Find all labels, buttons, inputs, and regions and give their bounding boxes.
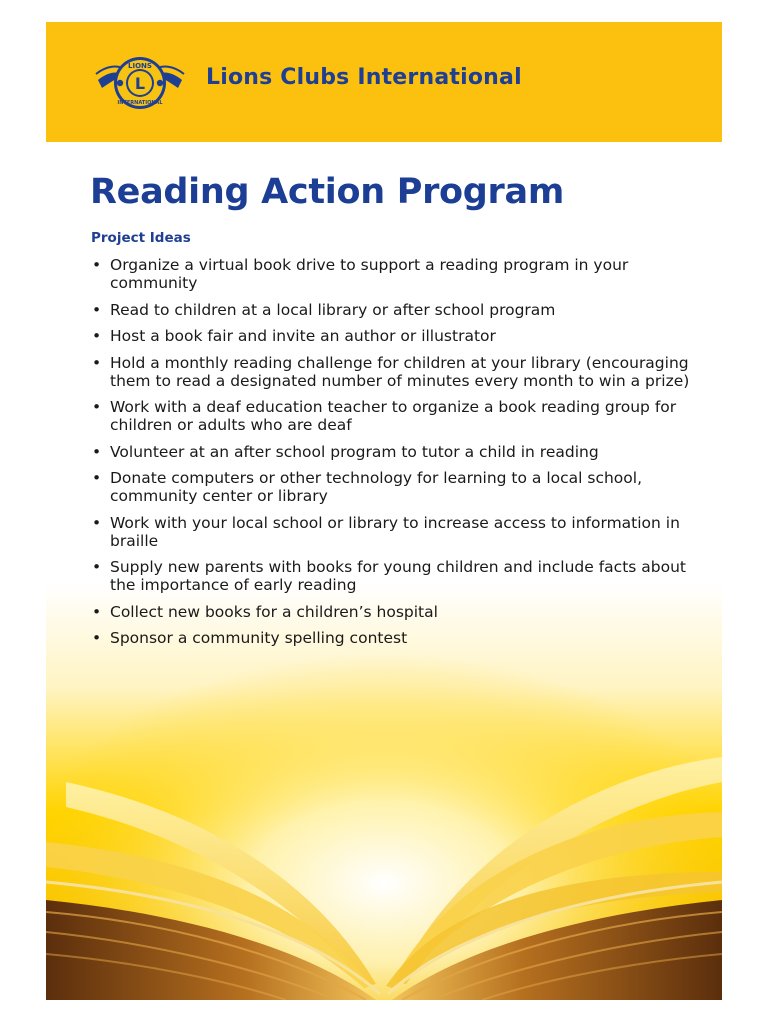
bullet-icon: • xyxy=(92,327,102,345)
section-heading: Project Ideas xyxy=(91,230,191,246)
list-item xyxy=(90,469,690,505)
list-item-text: Read to children at a local library or after school program xyxy=(110,300,556,319)
svg-text:INTERNATIONAL: INTERNATIONAL xyxy=(117,100,163,106)
project-ideas-list xyxy=(90,256,690,656)
svg-text:LIONS: LIONS xyxy=(128,62,152,70)
list-item xyxy=(90,256,690,292)
list-item-text: Host a book fair and invite an author or illustrator xyxy=(110,327,496,345)
flyer-page xyxy=(46,22,722,1000)
bullet-icon: • xyxy=(92,629,102,647)
svg-text:L: L xyxy=(134,74,146,93)
list-item xyxy=(90,514,690,550)
list-item-text: Organize a virtual book drive to support a reading program in your community xyxy=(110,256,629,292)
list-item-text: Supply new parents with books for young children and include facts about the importance of early reading xyxy=(110,558,686,594)
header-band xyxy=(46,22,722,142)
list-item xyxy=(90,327,690,345)
bullet-icon: • xyxy=(92,558,102,576)
bullet-icon: • xyxy=(92,398,102,416)
list-item-text: Hold a monthly reading challenge for children at your library (encouraging them to read a designated number of minutes every month to win a prize) xyxy=(110,353,690,390)
bullet-icon: • xyxy=(92,300,102,319)
list-item xyxy=(90,603,690,621)
list-item-text: Donate computers or other technology for learning to a local school, community center or library xyxy=(110,469,643,505)
list-item xyxy=(90,301,690,319)
bullet-icon: • xyxy=(92,353,102,372)
page-title: Reading Action Program xyxy=(90,172,564,212)
list-item-text: Sponsor a community spelling contest xyxy=(110,629,408,647)
list-item-text: Volunteer at an after school program to tutor a child in reading xyxy=(110,442,599,461)
bullet-icon: • xyxy=(92,442,102,461)
bullet-icon: • xyxy=(92,513,102,532)
bullet-icon: • xyxy=(92,469,102,487)
bullet-icon: • xyxy=(92,256,102,274)
list-item xyxy=(90,354,690,390)
lions-emblem-icon xyxy=(94,54,186,112)
bullet-icon: • xyxy=(92,602,102,621)
list-item-text: Collect new books for a children’s hospital xyxy=(110,602,438,621)
list-item xyxy=(90,629,690,647)
list-item xyxy=(90,443,690,461)
list-item-text: Work with a deaf education teacher to organize a book reading group for children or adults who are deaf xyxy=(110,398,677,434)
list-item-text: Work with your local school or library to increase access to information in braille xyxy=(110,513,680,550)
list-item xyxy=(90,398,690,434)
list-item xyxy=(90,558,690,594)
org-name: Lions Clubs International xyxy=(206,65,522,90)
